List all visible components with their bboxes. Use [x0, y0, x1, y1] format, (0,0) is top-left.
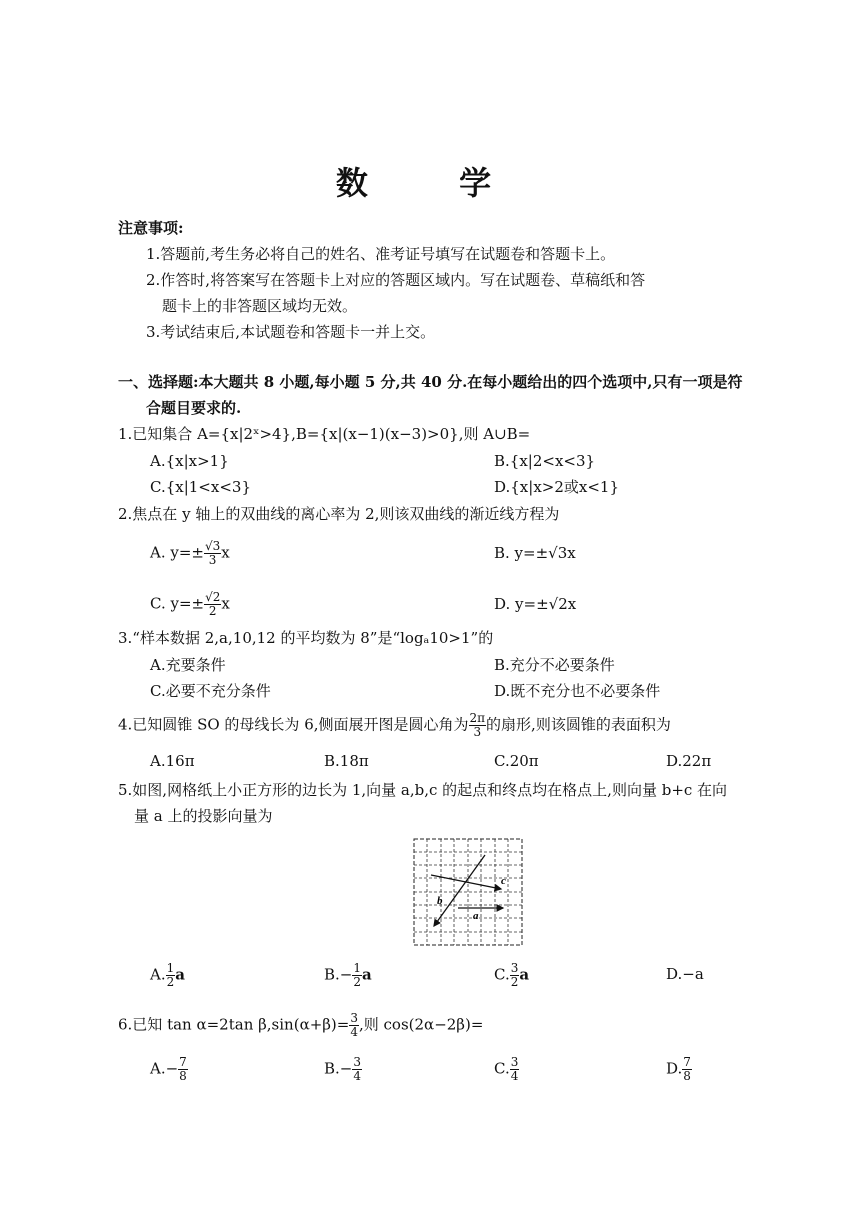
fraction: [682, 1056, 692, 1083]
fraction-numerator: 1: [166, 961, 175, 975]
option-c-suffix: a: [519, 965, 530, 984]
fraction-denominator: 4: [510, 1069, 519, 1083]
fraction-denominator: 8: [179, 1069, 187, 1083]
notice-item-2-cont: 题卡上的非答题区域均无效。: [162, 297, 358, 315]
option-a-prefix: A.−: [150, 1059, 179, 1078]
stem-suffix: ,则 cos(2α−2β)=: [359, 1015, 484, 1034]
question-2-option-b: B. y=±√3x: [494, 544, 576, 562]
grid-lines: [414, 839, 522, 945]
stem-prefix: 4.已知圆锥 SO 的母线长为 6,侧面展开图是圆心角为: [118, 715, 469, 734]
option-c-prefix: C.: [494, 1059, 510, 1078]
question-1-option-b: B.{x|2<x<3}: [494, 452, 596, 470]
notice-heading: 注意事项:: [118, 219, 184, 237]
fraction-denominator: 3: [208, 553, 217, 567]
question-5-stem-cont: 量 a 上的投影向量为: [134, 807, 273, 825]
fraction: [510, 962, 520, 989]
option-b-prefix: B.−: [324, 965, 353, 984]
question-6-option-c: [494, 1056, 519, 1083]
fraction: [204, 591, 221, 618]
fraction-numerator: 3: [350, 1011, 358, 1025]
fraction-numerator: √3: [204, 539, 221, 553]
fraction-denominator: 2: [510, 975, 519, 989]
question-1-option-c: C.{x|1<x<3}: [150, 478, 251, 496]
fraction: [469, 712, 487, 739]
option-a-suffix: x: [221, 543, 230, 562]
question-3-stem: 3.“样本数据 2,a,10,12 的平均数为 8”是“logₐ10>1”的: [118, 629, 494, 647]
question-3-option-a: A.充要条件: [150, 656, 226, 674]
question-4-option-d: D.22π: [666, 752, 712, 770]
vector-a-label: a: [473, 910, 479, 922]
question-4-option-a: A.16π: [150, 752, 195, 770]
vector-grid-figure: [413, 838, 523, 946]
option-a-prefix: A. y=±: [150, 543, 204, 562]
notice-item-3: 3.考试结束后,本试题卷和答题卡一并上交。: [146, 323, 436, 341]
question-4-option-c: C.20π: [494, 752, 539, 770]
question-6-option-a: [150, 1056, 188, 1083]
notice-item-1: 1.答题前,考生务必将自己的姓名、准考证号填写在试题卷和答题卡上。: [146, 245, 616, 263]
fraction-numerator: √2: [205, 590, 221, 604]
section-heading-cont: 合题目要求的.: [146, 399, 242, 417]
fraction-numerator: 7: [683, 1055, 691, 1069]
fraction-denominator: 2: [353, 975, 361, 989]
fraction: [352, 962, 362, 989]
question-1-stem: 1.已知集合 A={x|2ˣ>4},B={x|(x−1)(x−3)>0},则 A∪B=: [118, 425, 531, 443]
question-5-option-d: D.−a: [666, 965, 704, 983]
question-6-option-d: [666, 1056, 692, 1083]
fraction-denominator: 8: [683, 1069, 691, 1083]
option-c-suffix: x: [221, 594, 230, 613]
question-3-option-b: B.充分不必要条件: [494, 656, 615, 674]
fraction-denominator: 4: [353, 1069, 361, 1083]
stem-suffix: 的扇形,则该圆锥的表面积为: [486, 715, 671, 734]
question-2-option-d: D. y=±√2x: [494, 595, 577, 613]
option-b-prefix: B.−: [324, 1059, 353, 1078]
question-3-option-c: C.必要不充分条件: [150, 682, 271, 700]
question-5-option-a: [150, 962, 185, 989]
question-6-stem: [118, 1012, 483, 1039]
fraction-numerator: 3: [353, 1055, 361, 1069]
question-4-option-b: B.18π: [324, 752, 369, 770]
option-c-prefix: C.: [494, 965, 510, 984]
question-1-option-d: D.{x|x>2或x<1}: [494, 478, 620, 496]
option-d-prefix: D.: [666, 1059, 683, 1078]
question-1-option-a: A.{x|x>1}: [150, 452, 229, 470]
fraction-denominator: 2: [166, 975, 175, 989]
fraction: [510, 1056, 520, 1083]
question-4-stem: [118, 712, 671, 739]
option-b-suffix: a: [362, 965, 372, 984]
stem-prefix: 6.已知 tan α=2tan β,sin(α+β)=: [118, 1015, 350, 1034]
section-heading: 一、选择题:本大题共 8 小题,每小题 5 分,共 40 分.在每小题给出的四个选项中,只有一项是符: [118, 373, 743, 391]
fraction-denominator: 2: [208, 604, 217, 618]
fraction: [352, 1056, 362, 1083]
question-5-stem: 5.如图,网格纸上小正方形的边长为 1,向量 a,b,c 的起点和终点均在格点上,则向量 b+c 在向: [118, 781, 728, 799]
fraction-numerator: 7: [179, 1055, 187, 1069]
option-a-suffix: a: [175, 965, 185, 984]
vector-c-label: c: [501, 875, 506, 887]
option-c-prefix: C. y=±: [150, 594, 205, 613]
question-6-option-b: [324, 1056, 362, 1083]
fraction: [349, 1012, 359, 1039]
fraction: [204, 540, 221, 567]
question-2-stem: 2.焦点在 y 轴上的双曲线的离心率为 2,则该双曲线的渐近线方程为: [118, 505, 560, 523]
fraction: [178, 1056, 188, 1083]
question-2-option-a: [150, 540, 230, 567]
fraction-numerator: 1: [353, 961, 361, 975]
fraction-denominator: 3: [473, 725, 482, 739]
question-5-option-b: [324, 962, 372, 989]
notice-item-2: 2.作答时,将答案写在答题卡上对应的答题区域内。写在试题卷、草稿纸和答: [146, 271, 646, 289]
fraction-denominator: 4: [350, 1025, 358, 1039]
vector-b-label: b: [437, 895, 443, 907]
question-2-option-c: [150, 591, 230, 618]
fraction-numerator: 3: [510, 961, 519, 975]
page-title: 数 学: [335, 164, 532, 202]
vector-c-arrow: [431, 875, 501, 889]
fraction-numerator: 2π: [469, 711, 486, 725]
fraction: [166, 962, 176, 989]
question-5-option-c: [494, 962, 529, 989]
question-3-option-d: D.既不充分也不必要条件: [494, 682, 661, 700]
vector-grid-svg: [413, 838, 523, 946]
fraction-numerator: 3: [510, 1055, 519, 1069]
option-a-prefix: A.: [150, 965, 166, 984]
